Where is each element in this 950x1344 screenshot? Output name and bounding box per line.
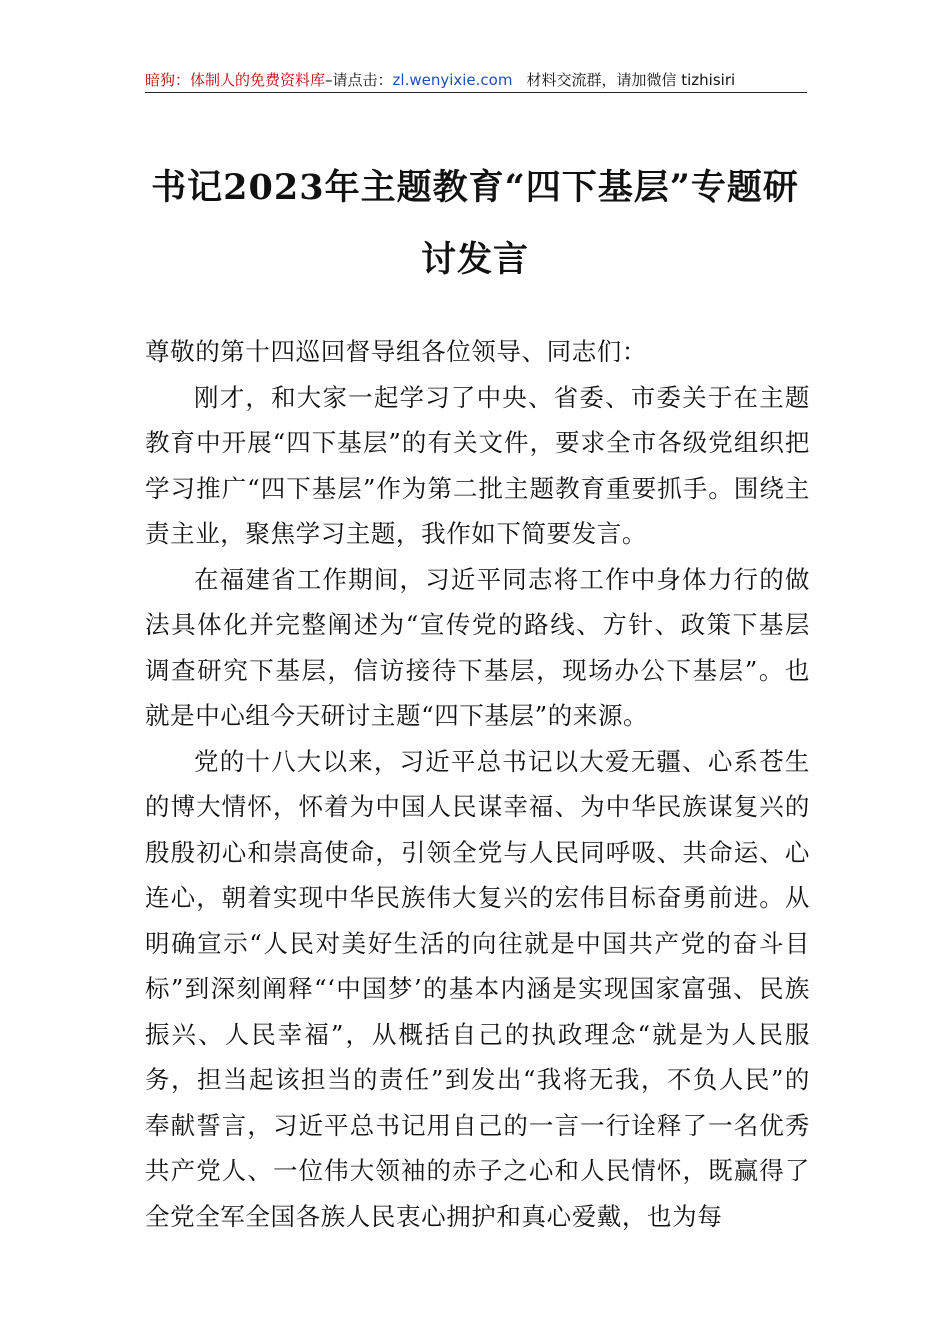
- header-url-link[interactable]: zl.wenyixie.com: [392, 71, 513, 89]
- paragraph-1: 刚才，和大家一起学习了中央、省委、市委关于在主题教育中开展“四下基层”的有关文件，要求全市各级党组织把学习推广“四下基层”作为第二批主题教育重要抓手。围绕主责主业，聚焦学习主题，我作如下简要发言。: [145, 382, 810, 548]
- header-wechat-note: 材料交流群，请加微信 tizhisiri: [526, 71, 736, 89]
- document-title-line-1: 书记2023年主题教育“四下基层”专题研: [151, 167, 799, 208]
- header-click-prompt: –请点击：: [325, 71, 393, 89]
- header-site-name: 暗狗：体制人的免费资料库: [145, 71, 326, 89]
- paragraph-2: 在福建省工作期间，习近平同志将工作中身体力行的做法具体化并完整阐述为“宣传党的路线、方针、政策下基层调查研究下基层，信访接待下基层，现场办公下基层”。也就是中心组今天研讨主题“四下基层”的来源。: [145, 564, 810, 730]
- document-title-line-2: 讨发言: [420, 239, 529, 280]
- salutation: 尊敬的第十四巡回督导组各位领导、同志们：: [145, 337, 647, 366]
- paragraph-3: 党的十八大以来，习近平总书记以大爱无疆、心系苍生的博大情怀，怀着为中国人民谋幸福、为中华民族谋复兴的殷殷初心和崇高使命，引领全党与人民同呼吸、共命运、心连心，朝着实现中华民族伟大复兴的宏伟目标奋勇前进。从明确宣示“人民对美好生活的向往就是中国共产党的奋斗目标”到深刻阐释“‘中国梦’的基本内涵是实现国家富强、民族振兴、人民幸福”，从概括自己的执政理念“就是为人民服务，担当起该担当的责任”到发出“我将无我，不负人民”的奉献誓言，习近平总书记用自己的一言一行诠释了一名优秀共产党人、一位伟大领袖的赤子之心和人民情怀，既赢得了全党全军全国各族人民衷心拥护和真心爱戴，也为每: [145, 746, 810, 1231]
- page-header: [145, 68, 807, 93]
- document-body: [145, 329, 810, 1239]
